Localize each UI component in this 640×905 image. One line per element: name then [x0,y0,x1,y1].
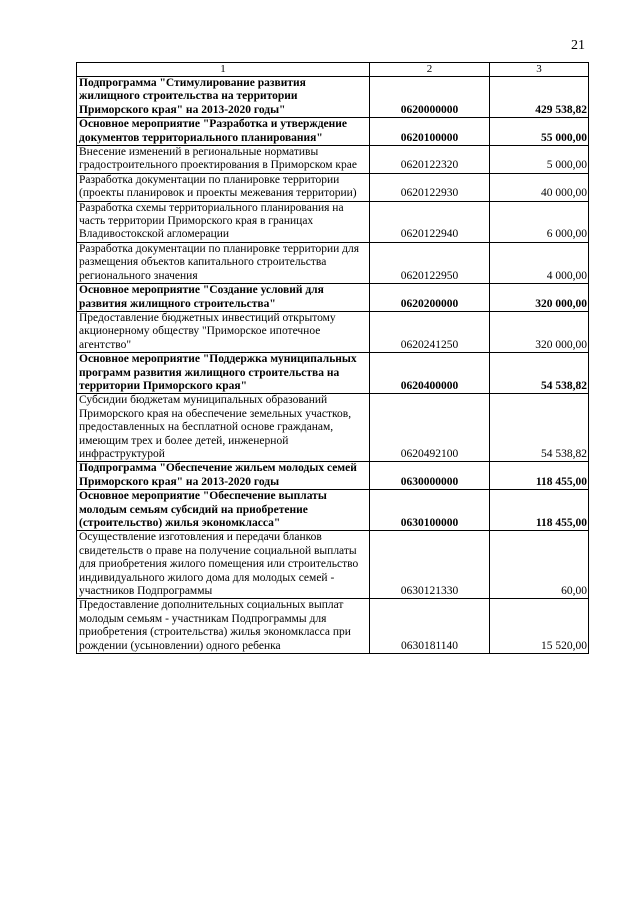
row-code: 0620122930 [370,173,490,201]
row-name: Предоставление дополнительных социальных выплат молодым семьям - участникам Подпрограммы для приобретения (строительства) жилья экономкласса при рождении (усыновлении) одного ребенка [77,599,370,654]
table-row [77,173,589,201]
row-amount: 15 520,00 [490,599,589,654]
table-row [77,77,589,118]
row-code: 0620122950 [370,242,490,283]
row-code: 0620400000 [370,353,490,394]
row-amount: 6 000,00 [490,201,589,242]
row-name: Основное мероприятие "Обеспечение выплаты молодым семьям субсидий на приобретение (строительство) жилья экономкласса" [77,490,370,531]
row-amount: 320 000,00 [490,284,589,312]
table-row [77,462,589,490]
row-code: 0620122320 [370,146,490,174]
row-code: 0620000000 [370,77,490,118]
row-name: Разработка документации по планировке территории (проекты планировок и проекты межевания территории) [77,173,370,201]
row-name: Подпрограмма "Обеспечение жильем молодых семей Приморского края" на 2013-2020 годы [77,462,370,490]
table-row [77,394,589,462]
column-header-2: 2 [370,63,490,77]
table-row [77,284,589,312]
budget-table [76,62,589,654]
row-amount: 4 000,00 [490,242,589,283]
table-row [77,490,589,531]
row-amount: 5 000,00 [490,146,589,174]
row-code: 0630100000 [370,490,490,531]
column-header-3: 3 [490,63,589,77]
row-amount: 60,00 [490,531,589,599]
row-amount: 118 455,00 [490,490,589,531]
row-amount: 54 538,82 [490,394,589,462]
row-amount: 40 000,00 [490,173,589,201]
table-row [77,531,589,599]
table-row [77,353,589,394]
row-code: 0620122940 [370,201,490,242]
row-code: 0630000000 [370,462,490,490]
table-row [77,118,589,146]
row-code: 0620200000 [370,284,490,312]
table-row [77,599,589,654]
row-amount: 320 000,00 [490,311,589,352]
row-code: 0630121330 [370,531,490,599]
row-amount: 118 455,00 [490,462,589,490]
row-name: Подпрограмма "Стимулирование развития жилищного строительства на территории Приморского края" на 2013-2020 годы" [77,77,370,118]
row-amount: 55 000,00 [490,118,589,146]
row-name: Разработка схемы территориального планирования на часть территории Приморского края в границах Владивостокской агломерации [77,201,370,242]
row-name: Основное мероприятие "Создание условий для развития жилищного строительства" [77,284,370,312]
table-row [77,242,589,283]
column-header-1: 1 [77,63,370,77]
table-row [77,146,589,174]
row-amount: 429 538,82 [490,77,589,118]
row-name: Осуществление изготовления и передачи бланков свидетельств о праве на получение социальной выплаты для приобретения жилого помещения или строительство индивидуального жилого дома для молодых семей - участников Подпрограммы [77,531,370,599]
row-name: Субсидии бюджетам муниципальных образований Приморского края на обеспечение земельных участков, предоставленных на бесплатной основе гражданам, имеющим трех и более детей, инженерной инфраструктурой [77,394,370,462]
page-number: 21 [571,38,585,53]
table-header-row [77,63,589,77]
row-code: 0630181140 [370,599,490,654]
row-code: 0620241250 [370,311,490,352]
row-name: Основное мероприятие "Разработка и утверждение документов территориального планирования" [77,118,370,146]
table-row [77,311,589,352]
table-row [77,201,589,242]
row-code: 0620100000 [370,118,490,146]
row-code: 0620492100 [370,394,490,462]
row-name: Основное мероприятие "Поддержка муниципальных программ развития жилищного строительства на территории Приморского края" [77,353,370,394]
row-name: Внесение изменений в региональные нормативы градостроительного проектирования в Приморском крае [77,146,370,174]
row-name: Предоставление бюджетных инвестиций открытому акционерному обществу "Приморское ипотечное агентство" [77,311,370,352]
row-amount: 54 538,82 [490,353,589,394]
row-name: Разработка документации по планировке территории для размещения объектов капитального строительства регионального значения [77,242,370,283]
